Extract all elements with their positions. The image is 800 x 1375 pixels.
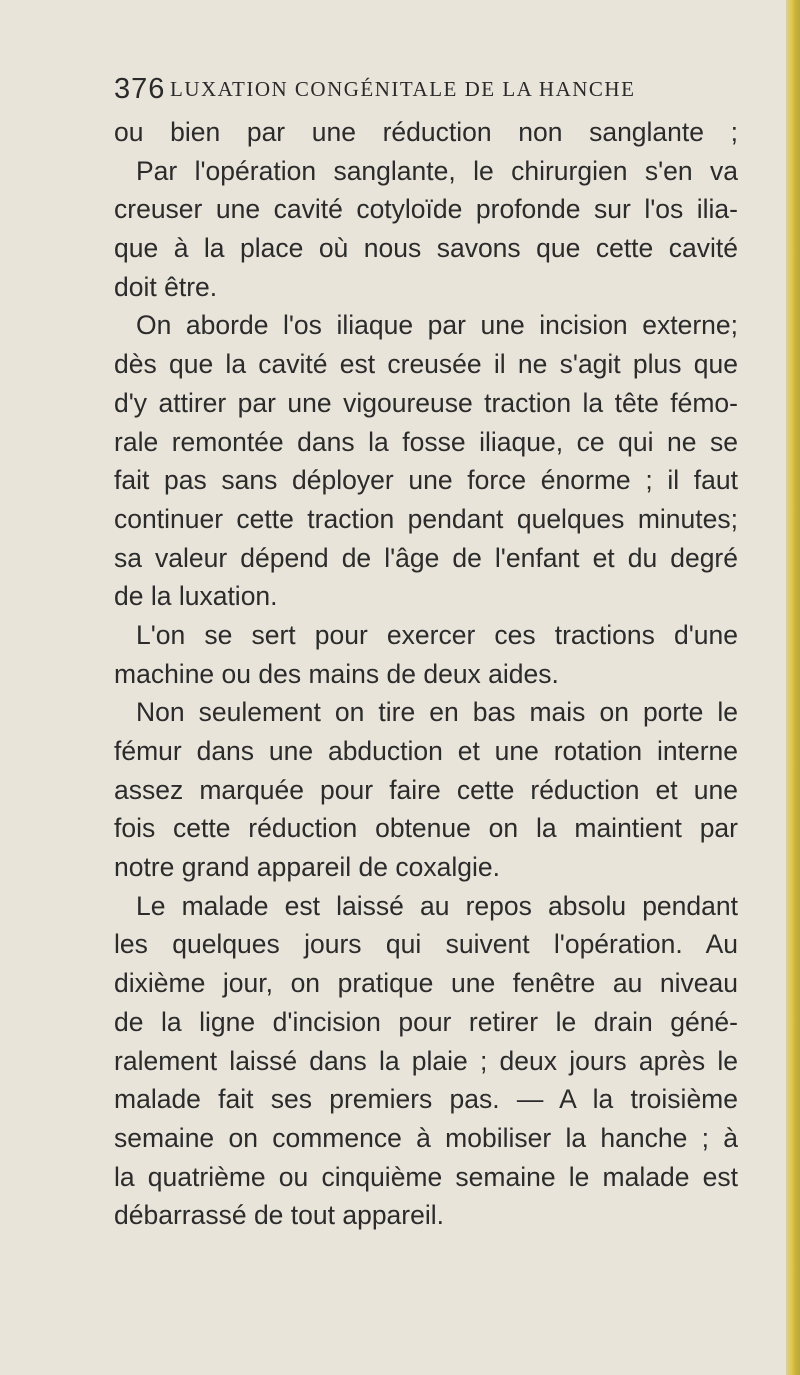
page-edge	[786, 0, 800, 1375]
text-line: de la luxation.	[114, 581, 278, 612]
text-line: la quatrième ou cinquième semaine le malade est	[114, 1161, 738, 1192]
page-header	[114, 73, 774, 109]
text-line: ou bien par une réduction non sanglante ;	[114, 117, 738, 147]
text-line: rale remontée dans la fosse iliaque, ce qui ne se	[114, 426, 738, 457]
text-line: assez marquée pour faire cette réduction et une	[114, 774, 738, 805]
text-line: fois cette réduction obtenue on la maintient par	[114, 813, 738, 844]
text-line: machine ou des mains de deux aides.	[114, 658, 559, 689]
text-line: de la ligne d'incision pour retirer le drain géné-	[114, 1006, 738, 1037]
text-line: que à la place où nous savons que cette cavité	[114, 233, 738, 264]
text-line: Le malade est laissé au repos absolu pendant	[136, 890, 738, 921]
text-line: creuser une cavité cotyloïde profonde sur l'os ilia-	[114, 194, 738, 225]
text-line: On aborde l'os iliaque par une incision externe;	[136, 310, 738, 341]
text-line: Par l'opération sanglante, le chirurgien s'en va	[136, 155, 738, 186]
body-text	[114, 113, 738, 1235]
text-line: semaine on commence à mobiliser la hanche ; à	[114, 1122, 738, 1153]
text-line: sa valeur dépend de l'âge de l'enfant et du degré	[114, 542, 738, 573]
text-line: dixième jour, on pratique une fenêtre au niveau	[114, 968, 738, 999]
text-line: notre grand appareil de coxalgie.	[114, 852, 500, 883]
text-line: continuer cette traction pendant quelques minutes;	[114, 503, 738, 534]
text-line: ralement laissé dans la plaie ; deux jours après le	[114, 1045, 738, 1076]
text-line: malade fait ses premiers pas. — A la troisième	[114, 1084, 738, 1115]
text-line: d'y attirer par une vigoureuse traction la tête fémo-	[114, 387, 738, 418]
text-line: dès que la cavité est creusée il ne s'agit plus que	[114, 349, 738, 380]
text-line: les quelques jours qui suivent l'opération. Au	[114, 929, 738, 960]
text-line: fémur dans une abduction et une rotation interne	[114, 736, 738, 766]
text-line: fait pas sans déployer une force énorme ; il faut	[114, 465, 738, 496]
running-title: LUXATION CONGÉNITALE DE LA HANCHE	[170, 77, 636, 101]
page-number: 376	[114, 73, 166, 105]
text-line: débarrassé de tout appareil.	[114, 1200, 444, 1231]
text-line: Non seulement on tire en bas mais on porte le	[136, 697, 738, 728]
text-line: L'on se sert pour exercer ces tractions d'une	[136, 619, 738, 650]
text-line: doit être.	[114, 271, 218, 302]
